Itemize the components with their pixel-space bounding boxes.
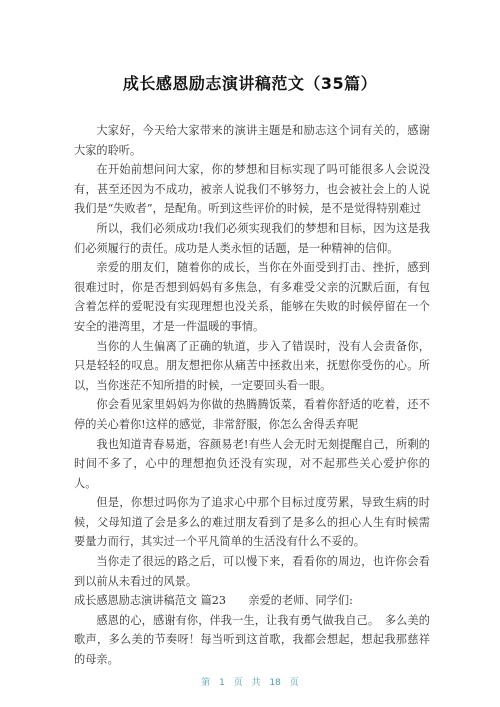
paragraph: 感恩的心，感谢有你，伴我一生，让我有勇气做我自己。 多么美的歌声，多么美的节奏呀！每当听到这首歌，我都会想起，想起我那慈祥的母亲。: [74, 613, 430, 667]
page-number-footer: 第 1 页 共 18 页: [201, 678, 299, 688]
paragraph: 你会看见家里妈妈为你做的热腾腾饭菜，看着你舒适的吃着，还不停的关心着你!这样的感觉，非常舒服，你怎么舍得丢弃呢: [74, 398, 430, 431]
paragraph: 大家好，今天给大家带来的演讲主题是和励志这个词有关的，感谢大家的聆听。: [74, 124, 430, 157]
document-body: [74, 121, 430, 670]
paragraph: 我也知道青春易逝，容颜易老!有些人会无时无刻提醒自己，所剩的时间不多了，心中的理想抱负还没有实现，对不起那些关心爱护你的人。: [74, 437, 430, 490]
paragraph: 当你走了很远的路之后，可以慢下来，看看你的周边，也许你会看到以前从未看过的风景。: [74, 555, 430, 588]
paragraph: 但是，你想过吗你为了追求心中那个目标过度劳累，导致生病的时候，父母知道了会是多么的难过朋友看到了是多么的担心人生有时候需要量力而行，其实过一个平凡简单的生活没有什么不妥的。: [74, 496, 430, 549]
section-heading-line: 成长感恩励志演讲稿范文 篇23 亲爱的老师、同学们:: [74, 594, 353, 608]
paragraph: 亲爱的朋友们，随着你的成长，当你在外面受到打击、挫折，感到很难过时，你是否想到妈妈有多焦急，有多难受父亲的沉默后面，有包含着怎样的爱呢没有实现理想也没关系，能够在失败的时候停留在一个安全的港湾里，才是一件温暖的事情。: [74, 261, 430, 333]
paragraph: 所以，我们必须成功!我们必须实现我们的梦想和目标，因为这是我们必须履行的责任。成功是人类永恒的话题，是一种精神的信仰。: [74, 221, 430, 255]
document-title: 成长感恩励志演讲稿范文（35篇）: [122, 74, 378, 93]
paragraph: 当你的人生偏离了正确的轨道，步入了错误时，没有人会责备你，只是轻轻的叹息。朋友想把你从痛苦中拯救出来，抚慰你受伤的心。所以，当你迷茫不知所措的时候，一定要回头看一眼。: [74, 339, 430, 392]
paragraph: 在开始前想问问大家，你的梦想和目标实现了吗可能很多人会说没有，甚至还因为不成功，被亲人说我们不够努力，也会被社会上的人说我们是“失败者”，是配角。听到这些评价的时候，是不是觉得特别难过: [74, 163, 430, 216]
